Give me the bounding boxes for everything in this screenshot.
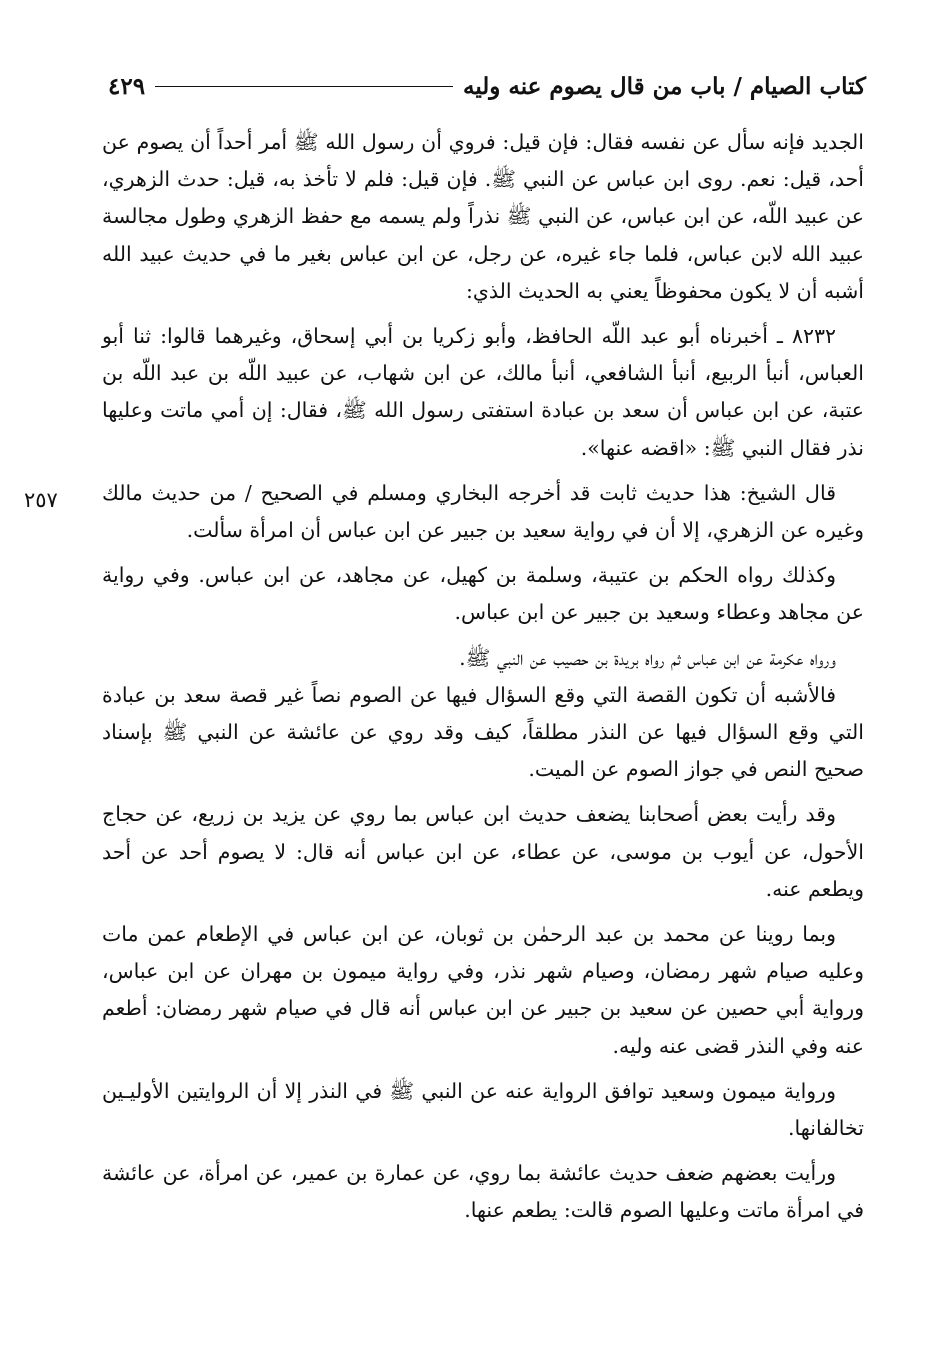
paragraph-4: وكذلك رواه الحكم بن عتيبة، وسلمة بن كهيل، عن مجاهد، عن ابن عباس. وفي رواية عن مجاهد وعطاء وسعيد بن جبير عن ابن عباس.: [102, 563, 864, 625]
paragraph-10: ورأيت بعضهم ضعف حديث عائشة بما روي، عن عمارة بن عمير، عن امرأة، عن عائشة في امرأة ماتت وعليها الصوم قالت: يطعم عنها.: [102, 1161, 864, 1223]
page-number: ٤٢٩: [108, 72, 146, 100]
paragraph-7: وقد رأيت بعض أصحابنا يضعف حديث ابن عباس بما روي عن يزيد بن زريع، عن حجاج الأحول، عن أيوب بن موسى، عن عطاء، عن ابن عباس أنه قال: لا يصوم أحد عن أحد ويطعم عنه.: [102, 802, 864, 901]
margin-page-reference: ٢٥٧: [24, 488, 58, 512]
header-rule: [155, 86, 453, 87]
paragraph-8: وبما روينا عن محمد بن عبد الرحمٰن بن ثوبان، عن ابن عباس في الإطعام عمن مات وعليه صيام شهر رمضان، وصيام شهر نذر، وفي رواية ميمون بن مهران عن ابن عباس، ورواية أبي حصين عن سعيد بن جبير عن ابن عباس أنه قال في صيام شهر رمضان: أطعم عنه وفي النذر قضى عنه وليه.: [102, 922, 864, 1058]
main-text: [102, 124, 864, 1238]
paragraph-9: ورواية ميمون وسعيد توافق الرواية عنه عن النبي ﷺ في النذر إلا أن الروايتين الأوليـين تخالفانها.: [102, 1078, 864, 1141]
paragraph-3: قال الشيخ: هذا حديث ثابت قد أخرجه البخاري ومسلم في الصحيح / من حديث مالك وغيره عن الزهري، إلا أن في رواية سعيد بن جبير عن ابن عباس أن امرأة سألت.: [102, 480, 864, 543]
paragraph-6: فالأشبه أن تكون القصة التي وقع السؤال فيها عن الصوم نصاً غير قصة سعد بن عبادة التي وقع السؤال فيها عن النذر مطلقاً، كيف وقد روي عن عائشة عن النبي ﷺ بإسناد صحيح النص في جواز الصوم عن الميت.: [102, 682, 864, 782]
paragraph-2-hadith: ٨٢٣٢ ـ أخبرناه أبو عبد اللّه الحافظ، وأبو زكريا بن أبي إسحاق، وغيرهما قالوا: ثنا أبو العباس، أنبأ الربيع، أنبأ الشافعي، أنبأ مالك، عن ابن شهاب، عن عبيد اللّه بن عبد اللّه بن عتبة، عن ابن عباس أن سعد بن عبادة استفتى رسول الله ﷺ، فقال: إن أمي ماتت وعليها نذر فقال النبي ﷺ: «اقضه عنها».: [102, 324, 864, 460]
paragraph-1: الجديد فإنه سأل عن نفسه فقال: فإن قيل: فروي أن رسول الله ﷺ أمر أحداً أن يصوم عن أحد، قيل: نعم. روى ابن عباس عن النبي ﷺ. فإن قيل: فلم لا تأخذ به، قيل: حدث الزهري، عن عبيد اللّه، عن ابن عباس، عن النبي ﷺ نذراً ولم يسمه مع حفظ الزهري وطول مجالسة عبيد الله لابن عباس، فلما جاء غيره، عن رجل، عن ابن عباس بغير ما في حديث عبيد الله أشبه أن لا يكون محفوظاً يعني به الحديث الذي:: [102, 130, 864, 303]
paragraph-5: ورواه عكرمة عن ابن عباس ثم رواه بريدة بن حصيب عن النبي ﷺ.: [459, 645, 836, 670]
running-header: [108, 66, 866, 106]
chapter-title: كتاب الصيام / باب من قال يصوم عنه وليه: [463, 72, 866, 100]
